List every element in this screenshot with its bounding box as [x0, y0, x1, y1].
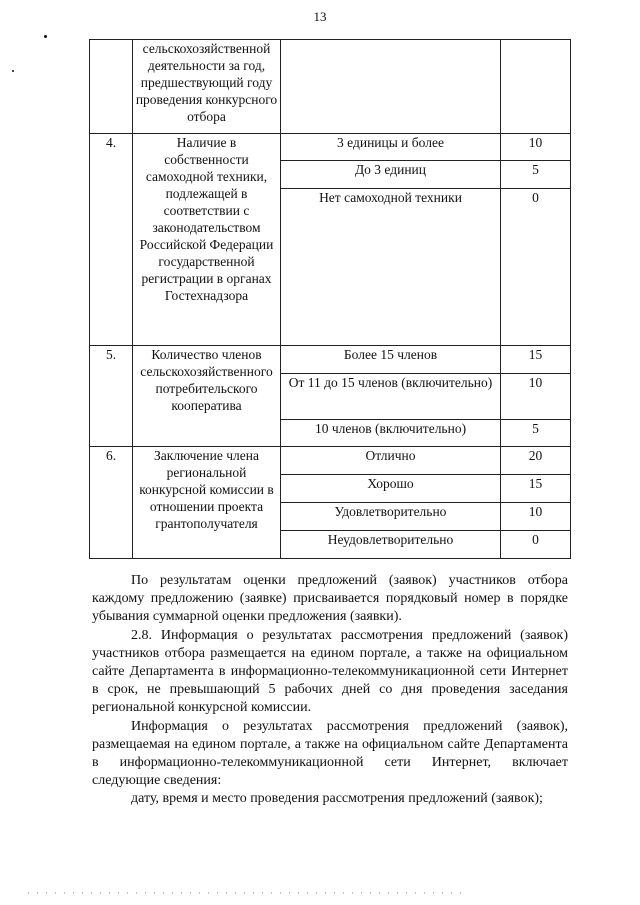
option-cell: Более 15 членов — [281, 346, 501, 374]
option-cell — [281, 40, 501, 134]
table-row — [90, 134, 571, 161]
option-cell: 10 членов (включительно) — [281, 420, 501, 447]
scan-mark — [44, 35, 47, 38]
criterion-cell: Количество членов сельскохозяйственного потребительского кооператива — [133, 346, 281, 447]
criterion-cell: Наличие в собственности самоходной техники, подлежащей в соответствии с законодательством Российской Федерации государственной регистрации в органах Гостехнадзора — [133, 134, 281, 346]
option-cell: Нет самоходной техники — [281, 189, 501, 346]
paragraph-info-contents: Информация о результатах рассмотрения предложений (заявок), размещаемая на едином портале, а также на официальном сайте Департамента в информационно-телекоммуникационной сети Интернет, включает следующие сведения: — [92, 718, 568, 789]
points-cell: 10 — [501, 374, 571, 420]
option-cell: Отлично — [281, 447, 501, 475]
page-number: 13 — [313, 9, 327, 24]
points-cell: 10 — [501, 134, 571, 161]
points-cell: 0 — [501, 531, 571, 559]
table-row — [90, 447, 571, 475]
points-cell: 0 — [501, 189, 571, 346]
option-cell: Удовлетворительно — [281, 503, 501, 531]
points-cell — [501, 40, 571, 134]
table-row — [90, 346, 571, 374]
criterion-cell: сельскохозяйственной деятельности за год, предшествующий году проведения конкурсного отбора — [133, 40, 281, 134]
body-text — [92, 572, 568, 809]
row-number-cell: 5. — [90, 346, 133, 447]
points-cell: 20 — [501, 447, 571, 475]
points-cell: 5 — [501, 420, 571, 447]
row-number-cell: 6. — [90, 447, 133, 559]
option-cell: 3 единицы и более — [281, 134, 501, 161]
row-number-cell — [90, 40, 133, 134]
paragraph-list-item: дату, время и место проведения рассмотрения предложений (заявок); — [131, 791, 543, 807]
option-cell: Неудовлетворительно — [281, 531, 501, 559]
points-cell: 5 — [501, 161, 571, 189]
row-number-cell: 4. — [90, 134, 133, 346]
criterion-cell: Заключение члена региональной конкурсной комиссии в отношении проекта грантополучателя — [133, 447, 281, 559]
option-cell: От 11 до 15 членов (включительно) — [281, 374, 501, 420]
scan-mark — [12, 70, 14, 72]
paragraph-ranking: По результатам оценки предложений (заявок) участников отбора каждому предложению (заявке) присваивается порядковый номер в порядке убывания суммарной оценки предложения (заявки). — [92, 573, 568, 625]
table-row-continuation — [90, 40, 571, 134]
paragraph-2-8: 2.8. Информация о результатах рассмотрения предложений (заявок) участников отбора размещается на едином портале, а также на официальном сайте Департамента в информационно-телекоммуникационной сети Интернет в срок, не превышающий 5 рабочих дней со дня проведения заседания региональной конкурсной комиссии. — [92, 627, 568, 716]
points-cell: 10 — [501, 503, 571, 531]
scan-artifact — [28, 892, 468, 894]
points-cell: 15 — [501, 346, 571, 374]
option-cell: До 3 единиц — [281, 161, 501, 189]
points-cell: 15 — [501, 475, 571, 503]
criteria-table — [89, 39, 571, 559]
option-cell: Хорошо — [281, 475, 501, 503]
